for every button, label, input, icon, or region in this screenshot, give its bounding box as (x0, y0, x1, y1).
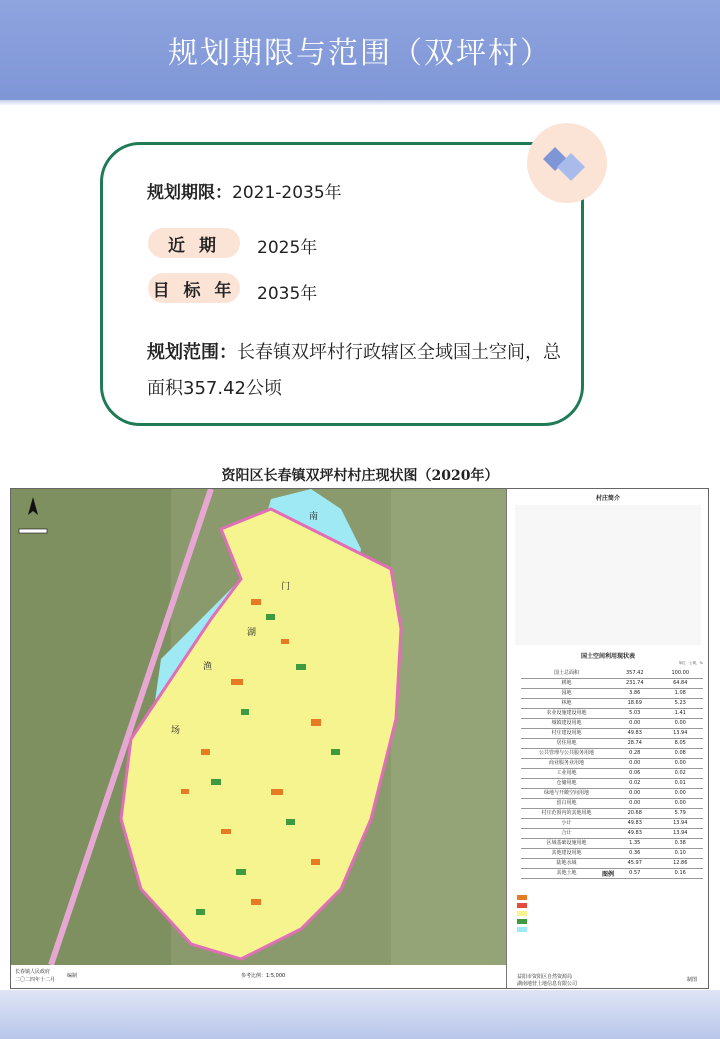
map-title: 资阳区长春镇双坪村村庄现状图（2020年） (221, 468, 499, 484)
table-cell: 0.02 (629, 780, 641, 786)
panel-heading: 村庄简介 (595, 495, 620, 502)
lake-label-5: 场 (171, 726, 181, 736)
map-image (11, 489, 506, 965)
table-cell: 合计 (561, 830, 572, 836)
table-row (521, 799, 703, 809)
table-cell: 100.00 (671, 670, 689, 676)
map-frame (10, 488, 709, 989)
decoration-circle (527, 123, 607, 203)
table-cell: 3.86 (629, 690, 641, 696)
table-row (521, 839, 703, 849)
table-cell: 0.36 (629, 850, 641, 856)
table-row (521, 829, 703, 839)
table-row (521, 849, 703, 859)
scope-value: 长春镇双坪村行政辖区全域国土空间，总面积357.42公顷 (147, 342, 561, 399)
table-cell: 0.01 (674, 780, 686, 786)
table-cell: 0.08 (674, 750, 686, 756)
table-cell: 小计 (561, 820, 572, 826)
table-row (521, 739, 703, 749)
table-cell: 其他建设用地 (551, 850, 582, 856)
table-cell: 区域基础设施用地 (546, 840, 587, 846)
table-cell: 18.69 (627, 700, 642, 706)
legend-swatch (517, 927, 527, 932)
table-row (521, 819, 703, 829)
table-cell: 农业设施建设用地 (546, 710, 587, 716)
right-org-2: 湖南地营土地信息有限公司 (517, 981, 578, 987)
table-cell: 49.83 (627, 820, 642, 826)
table-row (521, 699, 703, 709)
table-heading: 国土空间利用现状表 (580, 653, 635, 660)
land-use-table (521, 669, 703, 879)
table-cell: 0.00 (674, 760, 686, 766)
target-year-value: 2035年 (257, 284, 318, 304)
period-label: 规划期限： (147, 183, 232, 203)
table-cell: 28.74 (627, 740, 642, 746)
table-cell: 0.02 (674, 770, 686, 776)
map-legend (513, 881, 703, 951)
table-cell: 8.05 (674, 740, 686, 746)
village-map-graphic (11, 489, 506, 965)
table-cell: 国土总面积 (553, 670, 579, 676)
scope-text (147, 335, 567, 407)
map-side-panel (506, 489, 709, 988)
table-row (521, 719, 703, 729)
table-row (521, 729, 703, 739)
banner-shadow (0, 100, 720, 106)
diamond-icon (541, 143, 593, 183)
table-cell: 0.00 (629, 790, 641, 796)
right-action: 制图 (687, 977, 698, 983)
table-row (521, 809, 703, 819)
table-cell: 村庄范围内的其他用地 (541, 810, 592, 816)
table-cell: 0.10 (674, 850, 686, 856)
legend-swatch (517, 903, 527, 908)
table-cell: 商业服务业用地 (548, 760, 584, 766)
table-cell: 1.41 (674, 710, 686, 716)
table-cell: 0.00 (629, 720, 641, 726)
table-cell: 工业用地 (556, 770, 577, 776)
table-cell: 陆地水域 (556, 860, 577, 866)
table-cell: 49.83 (627, 730, 642, 736)
table-cell: 居住用地 (556, 740, 577, 746)
table-cell: 0.16 (674, 870, 686, 876)
table-cell: 231.74 (626, 680, 644, 686)
legend-swatch (517, 919, 527, 924)
table-cell: 园地 (561, 690, 572, 696)
table-cell: 0.00 (674, 720, 686, 726)
table-cell: 0.06 (629, 770, 641, 776)
table-cell: 5.79 (674, 810, 686, 816)
bottom-strip (0, 990, 720, 1039)
table-row (521, 859, 703, 869)
table-row (521, 749, 703, 759)
table-cell: 0.57 (629, 870, 641, 876)
intro-text-block (515, 505, 701, 645)
table-cell: 13.94 (673, 830, 688, 836)
right-org: 益阳市资阳区自然资源局 (517, 974, 573, 980)
legend-swatch (517, 911, 527, 916)
left-date: 二〇二四年十二月 (15, 977, 56, 983)
left-action: 编制 (67, 973, 78, 979)
period-row (147, 178, 342, 203)
table-cell: 12.86 (673, 860, 688, 866)
table-row (521, 669, 703, 679)
table-cell: 20.68 (627, 810, 642, 816)
page-title: 规划期限与范围（双坪村） (168, 36, 552, 71)
legend-heading: 图例 (601, 871, 614, 878)
table-cell: 仓储用地 (556, 780, 577, 786)
table-cell: 0.38 (674, 840, 686, 846)
table-row (521, 759, 703, 769)
period-value: 2021-2035年 (232, 183, 342, 203)
lake-label-3: 湖 (247, 628, 257, 638)
table-cell: 0.00 (629, 800, 641, 806)
near-term-pill: 近 期 (148, 228, 240, 258)
table-cell: 0.28 (629, 750, 641, 756)
table-cell: 0.00 (674, 790, 686, 796)
legend-swatch (517, 895, 527, 900)
table-cell: 耕地 (561, 680, 572, 686)
target-year-pill: 目 标 年 (148, 273, 240, 303)
table-cell: 公共管理与公共服务用地 (538, 750, 594, 756)
table-cell: 0.00 (674, 800, 686, 806)
lake-label-4: 渔 (203, 662, 213, 672)
table-cell: 林地 (561, 700, 572, 706)
table-cell: 357.42 (626, 670, 644, 676)
table-cell: 5.03 (629, 710, 641, 716)
scope-label: 规划范围： (147, 342, 237, 363)
table-row (521, 789, 703, 799)
lake-label-2: 门 (281, 582, 291, 592)
table-row (521, 679, 703, 689)
table-cell: 49.83 (627, 830, 642, 836)
table-cell: 其他土地 (556, 870, 577, 876)
table-cell: 13.94 (673, 820, 688, 826)
scale-text: 参考比例：1:5,000 (241, 973, 286, 979)
table-cell: 45.97 (627, 860, 642, 866)
table-cell: 城镇建设用地 (551, 720, 582, 726)
table-row (521, 779, 703, 789)
table-unit-note: 单位：公顷，% (678, 661, 703, 665)
table-cell: 留白用地 (556, 800, 577, 806)
table-row (521, 689, 703, 699)
left-org: 长春镇人民政府 (15, 969, 51, 975)
table-cell: 1.08 (674, 690, 686, 696)
table-cell: 5.23 (674, 700, 686, 706)
lake-label-1: 南 (309, 512, 319, 522)
near-term-value: 2025年 (257, 238, 318, 258)
table-cell: 1.35 (629, 840, 641, 846)
table-row (521, 709, 703, 719)
table-cell: 绿地与开敞空间用地 (543, 790, 589, 796)
table-row (521, 769, 703, 779)
table-cell: 13.94 (673, 730, 688, 736)
table-cell: 0.00 (629, 760, 641, 766)
page-banner (0, 0, 720, 100)
table-cell: 村庄建设用地 (551, 730, 582, 736)
table-cell: 64.84 (673, 680, 688, 686)
